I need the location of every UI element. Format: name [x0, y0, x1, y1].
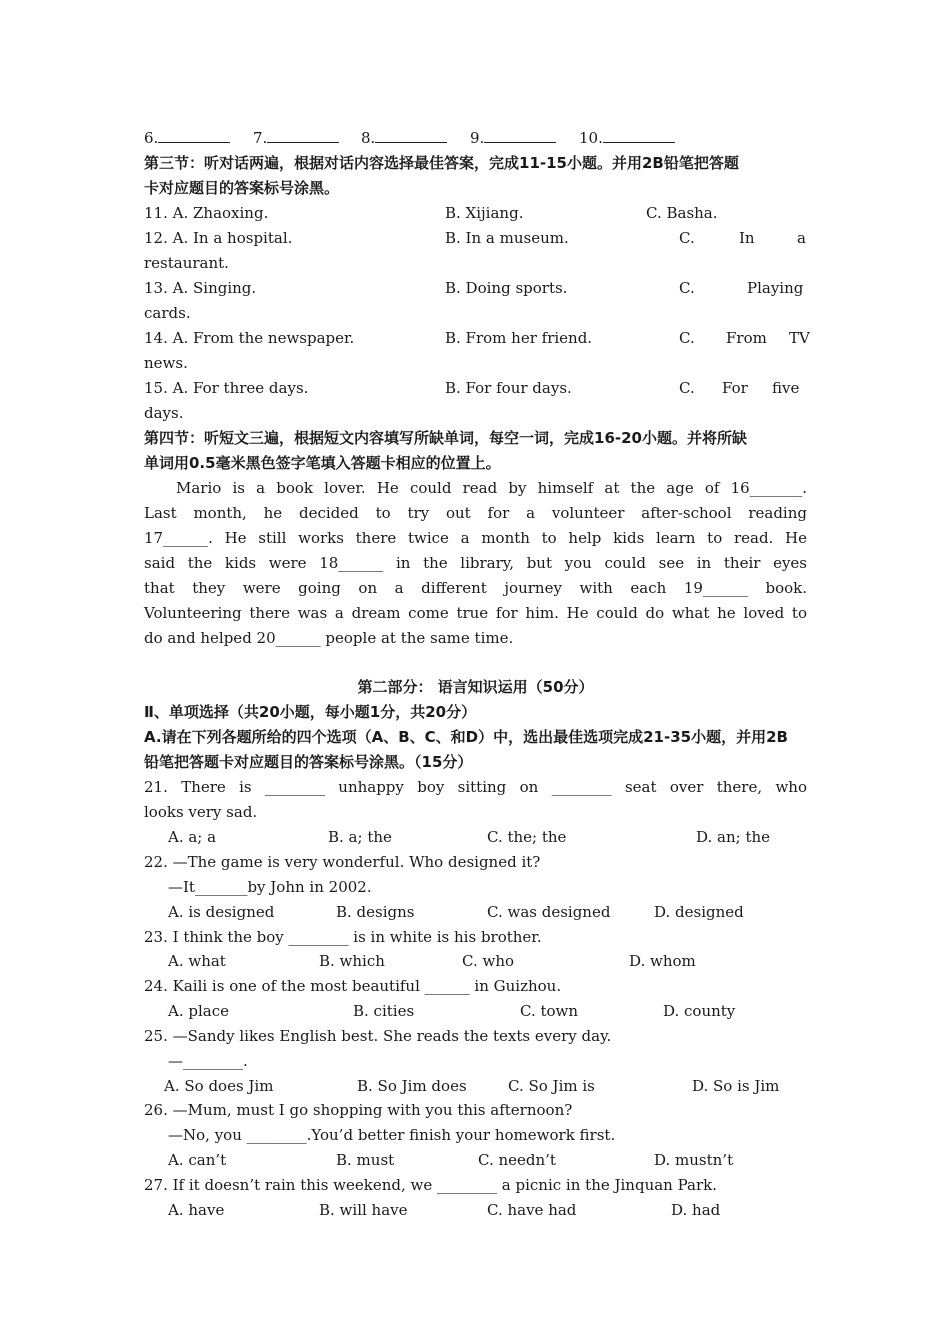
- q26-option-c: C. needn’t: [478, 1151, 556, 1169]
- q22-reply: —It_______by John in 2002.: [168, 878, 372, 896]
- q12-option-a: 12. A. In a hospital.: [144, 229, 293, 247]
- section-a-heading-line2: 铅笔把答题卡对应题目的答案标号涂黑。（15分）: [144, 753, 473, 771]
- q25-stem: 25. —Sandy likes English best. She reads the texts every day.: [144, 1027, 612, 1045]
- part2-title: 第二部分： 语言知识运用（50分）: [357, 678, 594, 696]
- q13-option-c-word1: Playing: [747, 279, 804, 297]
- q12-option-c-cont: restaurant.: [144, 254, 229, 272]
- q13-option-c-label: C.: [679, 279, 695, 297]
- q13-option-a: 13. A. Singing.: [144, 279, 257, 297]
- passage-line-5: that they were going on a different journey with each 19______ book.: [144, 579, 807, 597]
- q21-option-d: D. an; the: [696, 828, 771, 846]
- blank-7: 7.: [253, 128, 339, 148]
- q22-option-b: B. designs: [336, 903, 415, 921]
- passage-line-7: do and helped 20______ people at the same time.: [144, 629, 514, 647]
- blank-9: 9.: [470, 128, 556, 148]
- q27-stem: 27. If it doesn’t rain this weekend, we ________ a picnic in the Jinquan Park.: [144, 1176, 717, 1194]
- q12-option-b: B. In a museum.: [445, 229, 569, 247]
- q23-option-d: D. whom: [629, 952, 696, 970]
- q14-option-b: B. From her friend.: [445, 329, 593, 347]
- q12-option-c-word2: a: [797, 229, 806, 247]
- q23-option-c: C. who: [462, 952, 515, 970]
- q14-option-c-word1: From: [726, 329, 767, 347]
- q12-option-c-word1: In: [739, 229, 755, 247]
- q14-option-c-word2: TV: [789, 329, 810, 347]
- q21-option-c: C. the; the: [487, 828, 567, 846]
- passage-line-4: said the kids were 18______ in the library, but you could see in their eyes: [144, 554, 807, 572]
- q21-stem-cont: looks very sad.: [144, 803, 258, 821]
- q21-option-a: A. a; a: [168, 828, 217, 846]
- passage-line-6: Volunteering there was a dream come true for him. He could do what he loved to: [144, 604, 807, 622]
- q24-option-d: D. county: [663, 1002, 736, 1020]
- q22-stem: 22. —The game is very wonderful. Who designed it?: [144, 853, 541, 871]
- blank-10: 10.: [579, 128, 675, 148]
- q26-stem: 26. —Mum, must I go shopping with you this afternoon?: [144, 1101, 573, 1119]
- q25-reply: —________.: [168, 1052, 248, 1070]
- q24-option-c: C. town: [520, 1002, 579, 1020]
- passage-line-1: Mario is a book lover. He could read by himself at the age of 16_______.: [176, 479, 807, 497]
- q13-option-c-cont: cards.: [144, 304, 191, 322]
- q15-option-b: B. For four days.: [445, 379, 572, 397]
- q15-option-c-cont: days.: [144, 404, 184, 422]
- q15-option-c-word2: five: [772, 379, 800, 397]
- q14-option-c-cont: news.: [144, 354, 188, 372]
- section-a-heading-line1: A.请在下列各题所给的四个选项（A、B、C、和D）中，选出最佳选项完成21-35小题，并用2B: [144, 728, 788, 746]
- section3-heading-line1: 第三节：听对话两遍，根据对话内容选择最佳答案，完成11-15小题。并用2B铅笔把答题: [144, 154, 739, 172]
- q27-option-b: B. will have: [319, 1201, 408, 1219]
- q26-option-a: A. can’t: [168, 1151, 227, 1169]
- blank-6: 6.: [144, 128, 230, 148]
- q15-option-a: 15. A. For three days.: [144, 379, 309, 397]
- q21-stem: 21. There is ________ unhappy boy sitting on ________ seat over there, who: [144, 778, 807, 796]
- section3-heading-line2: 卡对应题目的答案标号涂黑。: [144, 179, 340, 197]
- section4-heading-line2: 单词用0.5毫米黑色签字笔填入答题卡相应的位置上。: [144, 454, 501, 472]
- q24-option-b: B. cities: [353, 1002, 415, 1020]
- q25-option-b: B. So Jim does: [357, 1077, 467, 1095]
- q11-option-a: 11. A. Zhaoxing.: [144, 204, 269, 222]
- q22-option-d: D. designed: [654, 903, 744, 921]
- q21-option-b: B. a; the: [328, 828, 392, 846]
- q26-reply: —No, you ________.You’d better finish your homework first.: [168, 1126, 616, 1144]
- q11-option-b: B. Xijiang.: [445, 204, 524, 222]
- q13-option-b: B. Doing sports.: [445, 279, 568, 297]
- passage-line-2: Last month, he decided to try out for a volunteer after-school reading: [144, 504, 807, 522]
- q22-option-a: A. is designed: [168, 903, 275, 921]
- section4-heading-line1: 第四节：听短文三遍，根据短文内容填写所缺单词，每空一词，完成16-20小题。并将所缺: [144, 429, 747, 447]
- blank-8: 8.: [361, 128, 447, 148]
- q11-option-c: C. Basha.: [646, 204, 718, 222]
- q26-option-b: B. must: [336, 1151, 395, 1169]
- q27-option-c: C. have had: [487, 1201, 577, 1219]
- q24-option-a: A. place: [168, 1002, 229, 1020]
- q23-stem: 23. I think the boy ________ is in white is his brother.: [144, 928, 542, 946]
- q22-option-c: C. was designed: [487, 903, 611, 921]
- q23-option-b: B. which: [319, 952, 385, 970]
- q15-option-c-word1: For: [722, 379, 748, 397]
- q27-option-d: D. had: [671, 1201, 721, 1219]
- q25-option-c: C. So Jim is: [508, 1077, 595, 1095]
- passage-line-3: 17______. He still works there twice a month to help kids learn to read. He: [144, 529, 807, 547]
- q14-option-c-label: C.: [679, 329, 695, 347]
- q14-option-a: 14. A. From the newspaper.: [144, 329, 355, 347]
- q12-option-c-label: C.: [679, 229, 695, 247]
- q25-option-d: D. So is Jim: [692, 1077, 780, 1095]
- q24-stem: 24. Kaili is one of the most beautiful ______ in Guizhou.: [144, 977, 562, 995]
- q25-option-a: A. So does Jim: [164, 1077, 274, 1095]
- q26-option-d: D. mustn’t: [654, 1151, 734, 1169]
- q23-option-a: A. what: [168, 952, 226, 970]
- q27-option-a: A. have: [168, 1201, 225, 1219]
- q15-option-c-label: C.: [679, 379, 695, 397]
- single-choice-heading: Ⅱ、单项选择（共20小题，每小题1分，共20分）: [144, 703, 477, 721]
